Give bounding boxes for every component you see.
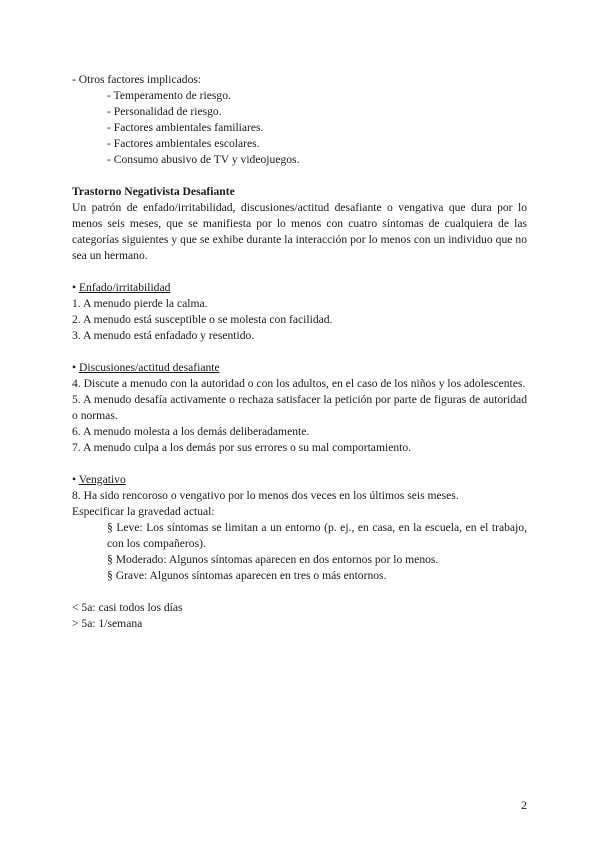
group-heading-enfado — [72, 280, 527, 296]
bullet: • — [72, 361, 77, 374]
severity-item: § Moderado: Algunos síntomas aparecen en dos entornos por lo menos. — [107, 553, 439, 566]
factor-item: - Temperamento de riesgo. — [107, 89, 231, 102]
group-label: Vengativo — [78, 473, 126, 486]
criterion-item: 4. Discute a menudo con la autoridad o con los adultos, en el caso de los niños y los adolescentes. — [72, 377, 526, 390]
group-label: Discusiones/actitud desafiante — [78, 361, 220, 374]
factor-item: - Personalidad de riesgo. — [107, 105, 222, 118]
criterion-item: 3. A menudo está enfadado y resentido. — [72, 329, 255, 342]
factor-item: - Factores ambientales escolares. — [107, 137, 260, 150]
page-number: 2 — [521, 798, 527, 812]
section-intro: Un patrón de enfado/irritabilidad, discusiones/actitud desafiante o vengativa que dura por lo menos seis meses, que se manifiesta por lo menos con cuatro síntomas de cualquiera de las categorías siguientes y que se exhibe durante la interacción por lo menos con un individuo que no sea un hermano. — [72, 201, 527, 262]
factor-item: - Consumo abusivo de TV y videojuegos. — [107, 153, 300, 166]
criterion-item: 2. A menudo está susceptible o se molesta con facilidad. — [72, 313, 333, 326]
severity-item: § Leve: Los síntomas se limitan a un entorno (p. ej., en casa, en la escuela, en el trabajo, con los compañeros). — [107, 521, 527, 550]
criterion-item: 8. Ha sido rencoroso o vengativo por lo menos dos veces en los últimos seis meses. — [72, 489, 459, 502]
section-title: Trastorno Negativista Desafiante — [72, 185, 235, 198]
note-item: < 5a: casi todos los días — [72, 601, 183, 614]
criterion-item: 5. A menudo desafía activamente o rechaza satisfacer la petición por parte de figuras de autoridad o normas. — [72, 393, 527, 422]
factor-item: - Factores ambientales familiares. — [107, 121, 264, 134]
page-content — [72, 72, 527, 632]
group-heading-discusiones — [72, 360, 527, 376]
group-heading-vengativo — [72, 472, 527, 488]
criterion-item: 1. A menudo pierde la calma. — [72, 297, 208, 310]
bullet: • — [72, 281, 77, 294]
criterion-item: 6. A menudo molesta a los demás deliberadamente. — [72, 425, 310, 438]
severity-intro: Especificar la gravedad actual: — [72, 505, 215, 518]
note-item: > 5a: 1/semana — [72, 617, 143, 630]
criterion-item: 7. A menudo culpa a los demás por sus errores o su mal comportamiento. — [72, 441, 412, 454]
group-label: Enfado/irritabilidad — [78, 281, 171, 294]
bullet: • — [72, 473, 77, 486]
severity-item: § Grave: Algunos síntomas aparecen en tres o más entornos. — [107, 569, 387, 582]
factors-header: - Otros factores implicados: — [72, 73, 202, 86]
